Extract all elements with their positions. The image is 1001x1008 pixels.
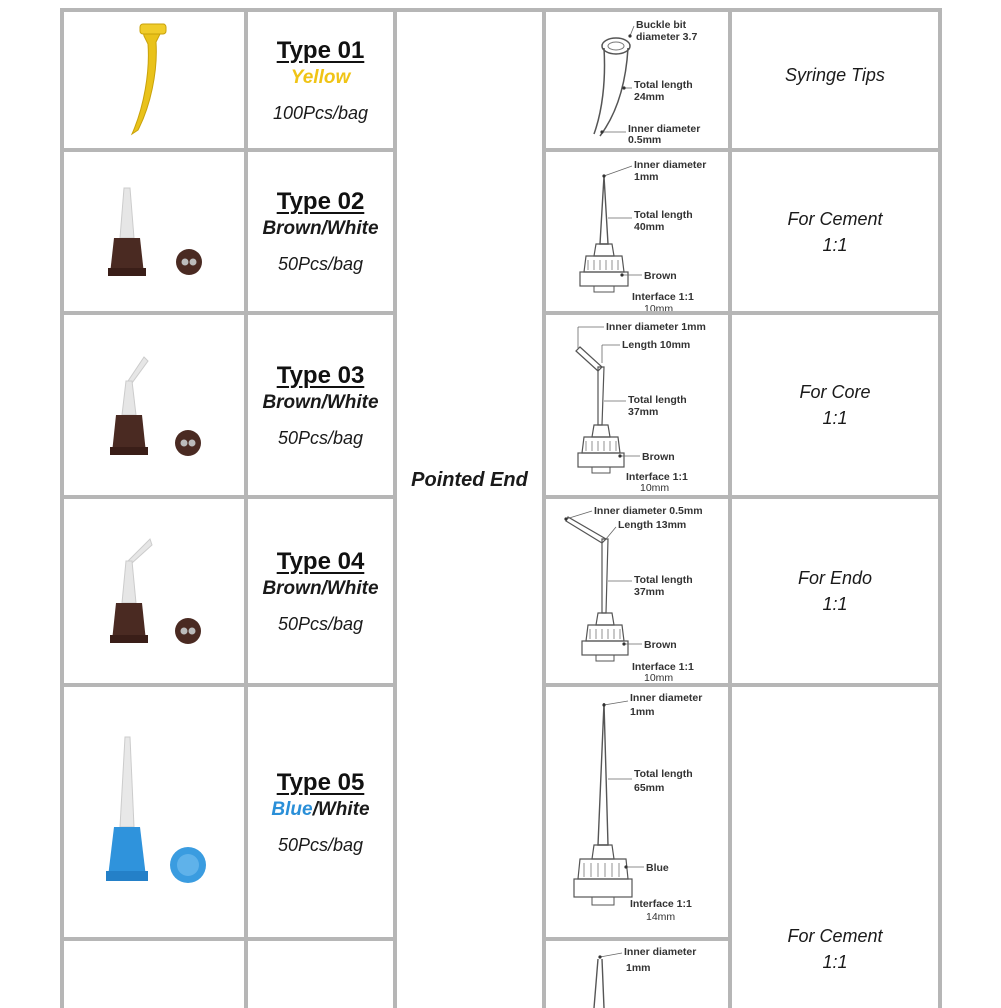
diag-len: Length 13mm [618,519,687,531]
use-label [787,206,882,258]
type-title: Type 04 [276,547,365,575]
row-2-diagram [546,152,728,311]
diag-top2: diameter 3.7 [636,31,698,43]
diag-total2: 65mm [634,782,665,794]
row-4-use [732,499,938,683]
mixing-tip-image-blue [64,687,244,937]
pointed-end-cell [397,12,542,1008]
row-5-diagram [546,687,728,937]
color-label: Brown/White [262,391,379,413]
diagram-partial-tip [546,941,728,1008]
color-part-blue: Blue [271,798,313,820]
mixing-tip-image [64,499,244,683]
diag-bot2: 0.5mm [628,134,662,146]
diag-base: Brown [644,639,677,651]
diag-base: Blue [646,862,669,874]
use-label [798,565,872,617]
row-6-type [248,941,393,1008]
diag-iface2: 10mm [644,303,674,311]
row-5-type [248,687,393,937]
type-title: Type 05 [276,768,365,796]
diag-mid2: 24mm [634,91,665,103]
diag-base: Brown [644,270,677,282]
color-label: Brown/White [262,577,379,599]
diag-inner: Inner diameter 0.5mm [594,505,703,517]
diag-inner: Inner diameter [624,946,697,958]
color-part-white: /White [312,798,370,820]
diag-base: Brown [642,451,675,463]
diag-bot: Inner diameter [628,123,701,135]
use-label [785,62,885,88]
row-4-diagram [546,499,728,683]
row-3-diagram [546,315,728,495]
row-4-type [248,499,393,683]
use-label [732,923,938,975]
diag-iface: Interface 1:1 [630,898,692,910]
diag-total2: 40mm [634,221,665,233]
diagram-syringe-tip [546,12,728,148]
diagram-long-tip [546,687,728,937]
diag-total2: 37mm [628,406,659,418]
row-1-diagram [546,12,728,148]
quantity-label: 50Pcs/bag [277,427,364,448]
diag-top: Buckle bit [636,19,687,31]
diag-iface: Interface 1:1 [632,291,694,303]
row-1-photo [64,12,244,148]
use-line: For Core [799,382,871,402]
use-ratio: 1:1 [822,234,848,255]
row-1-type [248,12,393,148]
diag-total: Total length [634,209,693,221]
diag-total: Total length [634,574,693,586]
row-5-photo [64,687,244,937]
product-table [60,8,942,1008]
mixing-tip-image [64,152,244,311]
row-3-photo [64,315,244,495]
diag-iface2: 10mm [640,482,670,494]
use-line: For Cement [787,208,883,229]
diag-inner2: 1mm [626,962,651,974]
diagram-straight-tip [546,152,728,311]
type-title: Type 02 [276,188,365,215]
row-3-use [732,315,938,495]
type-title: Type 03 [276,361,365,389]
diag-total: Total length [634,768,693,780]
diagram-bent-tip [546,315,728,495]
use-ratio: 1:1 [822,952,848,972]
type-title: Type 01 [276,36,365,64]
diag-inner2: 1mm [630,706,655,718]
quantity-label: 50Pcs/bag [277,613,364,634]
row-2-use [732,152,938,311]
color-label [271,799,369,821]
use-line: Syringe Tips [785,65,885,85]
use-label [799,379,870,431]
row-3-type [248,315,393,495]
quantity-label: 100Pcs/bag [272,102,369,123]
row-2-type [248,152,393,311]
diagram-endo-tip [546,499,728,683]
row-1-use [732,12,938,148]
diag-inner: Inner diameter [634,159,707,171]
quantity-label: 50Pcs/bag [277,834,364,855]
diag-inner2: 1mm [634,171,659,183]
color-part: Yellow [290,66,351,88]
use-line: For Cement [787,926,883,946]
diag-iface: Interface 1:1 [626,471,688,483]
diag-inner: Inner diameter 1mm [606,321,706,333]
diag-mid: Total length [634,79,693,91]
quantity-label: 50Pcs/bag [277,254,364,274]
diag-iface: Interface 1:1 [632,661,694,673]
mixing-tip-image [64,315,244,495]
diag-total: Total length [628,394,687,406]
diag-iface2: 10mm [644,672,674,683]
row-2-photo [64,152,244,311]
color-label [291,67,350,89]
row-4-photo [64,499,244,683]
pointed-end-label: Pointed End [411,468,528,491]
diag-len: Length 10mm [622,339,691,351]
color-label: Brown/White [262,218,379,239]
row-6-photo [64,941,244,1008]
use-ratio: 1:1 [822,408,848,428]
use-line: For Endo [797,568,873,588]
diag-total2: 37mm [634,586,665,598]
row-6-diagram [546,941,728,1008]
diag-iface2: 14mm [646,911,676,923]
syringe-tip-image [64,12,244,148]
use-ratio: 1:1 [822,594,848,614]
row-5-6-use [732,687,938,1008]
diag-inner: Inner diameter [630,692,703,704]
